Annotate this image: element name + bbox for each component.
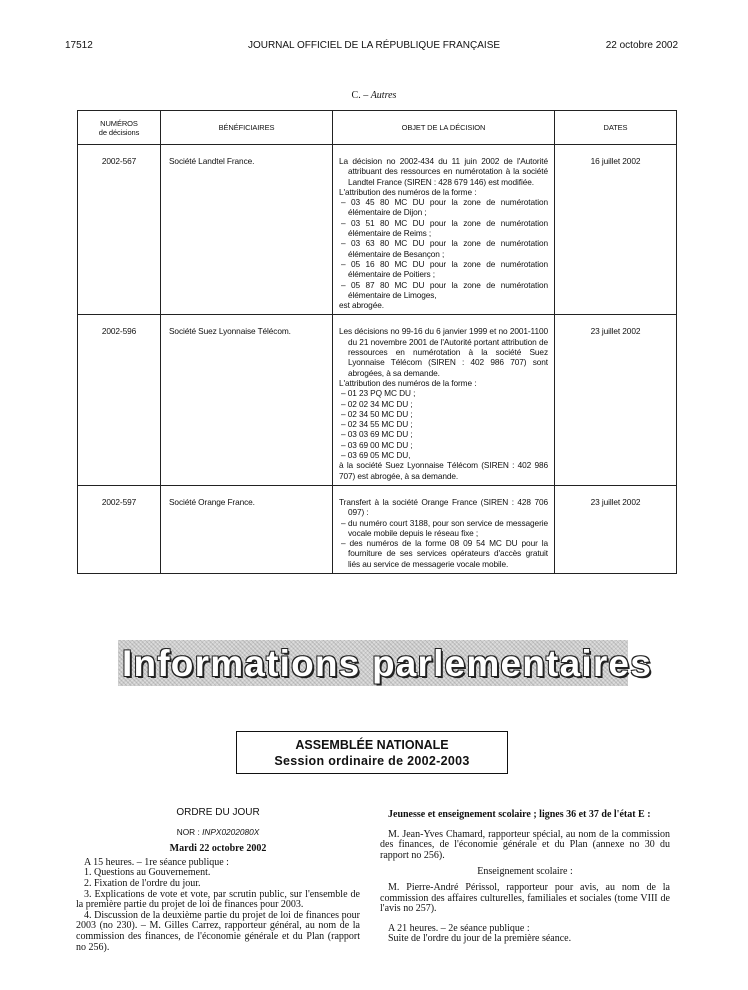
issue-date: 22 octobre 2002 — [605, 40, 678, 51]
session-time: A 21 heures. – 2e séance publique : — [388, 922, 530, 934]
agenda-item: 4. Discussion de la deuxième partie du projet de loi de finances pour 2003 (no 230). – M. Gilles Carrez, rapporteur général, au nom de la commission des finances, de l'économie générale et du Plan (rapport no 256). — [76, 909, 360, 953]
session-time: A 15 heures. – 1re séance publique : — [84, 856, 229, 868]
agenda-right-column — [380, 810, 670, 945]
assembly-session: Session ordinaire de 2002-2003 — [274, 754, 470, 768]
beneficiary: Société Suez Lyonnaise Télécom. — [161, 315, 333, 485]
nor-code: INPX0202080X — [202, 826, 260, 837]
decision-object — [333, 145, 555, 315]
decision-closing: est abrogée. — [339, 300, 384, 311]
decision-item: – 01 23 PQ MC DU ; — [341, 388, 416, 399]
decision-item: – des numéros de la forme 08 09 54 MC DU pour la fourniture de ses services opérateurs d'accès gratuit liés au service de messagerie vocale mobile. — [341, 538, 548, 569]
page-header — [0, 40, 748, 54]
page-number: 17512 — [65, 40, 93, 51]
agenda-day: Mardi 22 octobre 2002 — [169, 843, 267, 855]
col-header-dates: DATES — [555, 111, 677, 145]
beneficiary: Société Orange France. — [161, 485, 333, 573]
rapporteur-paragraph: M. Jean-Yves Chamard, rapporteur spécial, au nom de la commission des finances, de l'économie générale et du Plan (annexe no 30 du rapport no 256). — [380, 828, 670, 861]
decision-item: – 02 34 50 MC DU ; — [341, 408, 413, 419]
agenda-heading: ORDRE DU JOUR — [176, 807, 260, 818]
agenda-item: 1. Questions au Gouvernement. — [84, 867, 211, 879]
decisions-table — [77, 110, 677, 574]
decision-item: – 03 51 80 MC DU pour la zone de numérotation élémentaire de Reims ; — [341, 217, 548, 239]
decision-line: L'attribution des numéros de la forme : — [339, 377, 477, 388]
decision-date: 23 juillet 2002 — [555, 485, 677, 573]
table-row — [78, 485, 677, 573]
agenda-item: Suite de l'ordre du jour de la première séance. — [388, 933, 572, 945]
decision-closing: à la société Suez Lyonnaise Télécom (SIREN : 402 986 707) est abrogée, à sa demande. — [339, 460, 548, 481]
decision-intro: Transfert à la société Orange France (SIREN : 428 706 097) : — [339, 496, 548, 518]
decision-object — [333, 485, 555, 573]
decision-item: – 02 02 34 MC DU ; — [341, 398, 413, 409]
decision-item: – du numéro court 3188, pour son service de messagerie vocale mobile depuis le réseau fixe ; — [341, 517, 548, 538]
col-header-numeros: NUMÉROS de décisions — [78, 111, 161, 145]
decision-date: 23 juillet 2002 — [555, 315, 677, 485]
agenda-left-column — [76, 808, 360, 953]
col-header-objet: OBJET DE LA DÉCISION — [333, 111, 555, 145]
table-header-row — [78, 111, 677, 145]
section-caption — [0, 90, 748, 101]
decision-item: – 05 87 80 MC DU pour la zone de numérotation élémentaire de Limoges, — [341, 279, 548, 300]
decision-item: – 05 16 80 MC DU pour la zone de numérotation élémentaire de Poitiers ; — [341, 258, 548, 280]
decision-item: – 03 63 80 MC DU pour la zone de numérotation élémentaire de Besançon ; — [341, 238, 548, 259]
decision-number: 2002-597 — [78, 485, 161, 573]
informations-parlementaires-banner — [118, 640, 652, 686]
decision-item: – 03 69 05 MC DU, — [341, 450, 411, 461]
section-title: Autres — [370, 90, 397, 101]
decision-intro: La décision no 2002-434 du 11 juin 2002 de l'Autorité attribuant des ressources en numérotation à la société Landtel France (SIREN : 428 679 146) est modifiée. — [339, 156, 548, 187]
table-row — [78, 145, 677, 315]
beneficiary: Société Landtel France. — [161, 145, 333, 315]
agenda-item: 3. Explications de vote et vote, par scrutin public, sur l'ensemble de la première partie du projet de loi de finances pour 2003. — [76, 888, 360, 911]
col-header-beneficiaires: BÉNÉFICIAIRES — [161, 111, 333, 145]
nor-reference — [76, 827, 360, 838]
table-row — [78, 315, 677, 485]
section-letter: C. – — [351, 90, 369, 101]
decision-number: 2002-567 — [78, 145, 161, 315]
decision-item: – 03 45 80 MC DU pour la zone de numérotation élémentaire de Dijon ; — [341, 197, 548, 218]
decision-line: L'attribution des numéros de la forme : — [339, 186, 477, 197]
nor-label: NOR : — [176, 826, 200, 837]
decision-item: – 02 34 55 MC DU ; — [341, 419, 413, 430]
banner-text: Informations parlementaires — [122, 643, 652, 684]
budget-heading: Jeunesse et enseignement scolaire ; lignes 36 et 37 de l'état E : — [388, 809, 651, 820]
decision-date: 16 juillet 2002 — [555, 145, 677, 315]
assembly-box — [236, 731, 508, 774]
decision-item: – 03 69 00 MC DU ; — [341, 439, 413, 450]
assembly-name: ASSEMBLÉE NATIONALE — [295, 738, 449, 752]
rapporteur-paragraph: M. Pierre-André Périssol, rapporteur pour avis, au nom de la commission des affaires culturelles, familiales et sociales (tome VIII de l'avis no 257). — [380, 881, 670, 915]
agenda-item: 2. Fixation de l'ordre du jour. — [84, 877, 201, 889]
decision-number: 2002-596 — [78, 315, 161, 485]
subheading: Enseignement scolaire : — [477, 866, 573, 878]
decision-intro: Les décisions no 99-16 du 6 janvier 1999 et no 2001-1100 du 21 novembre 2001 de l'Autorité portant attribution de ressources en numérotation à la société Suez Lyonnaise Télécom (SIREN : 402 986 707) sont abrogées, à sa demande. — [339, 326, 548, 378]
decision-object — [333, 315, 555, 485]
journal-title: JOURNAL OFFICIEL DE LA RÉPUBLIQUE FRANÇAISE — [247, 40, 501, 51]
decision-item: – 03 03 69 MC DU ; — [341, 429, 413, 440]
